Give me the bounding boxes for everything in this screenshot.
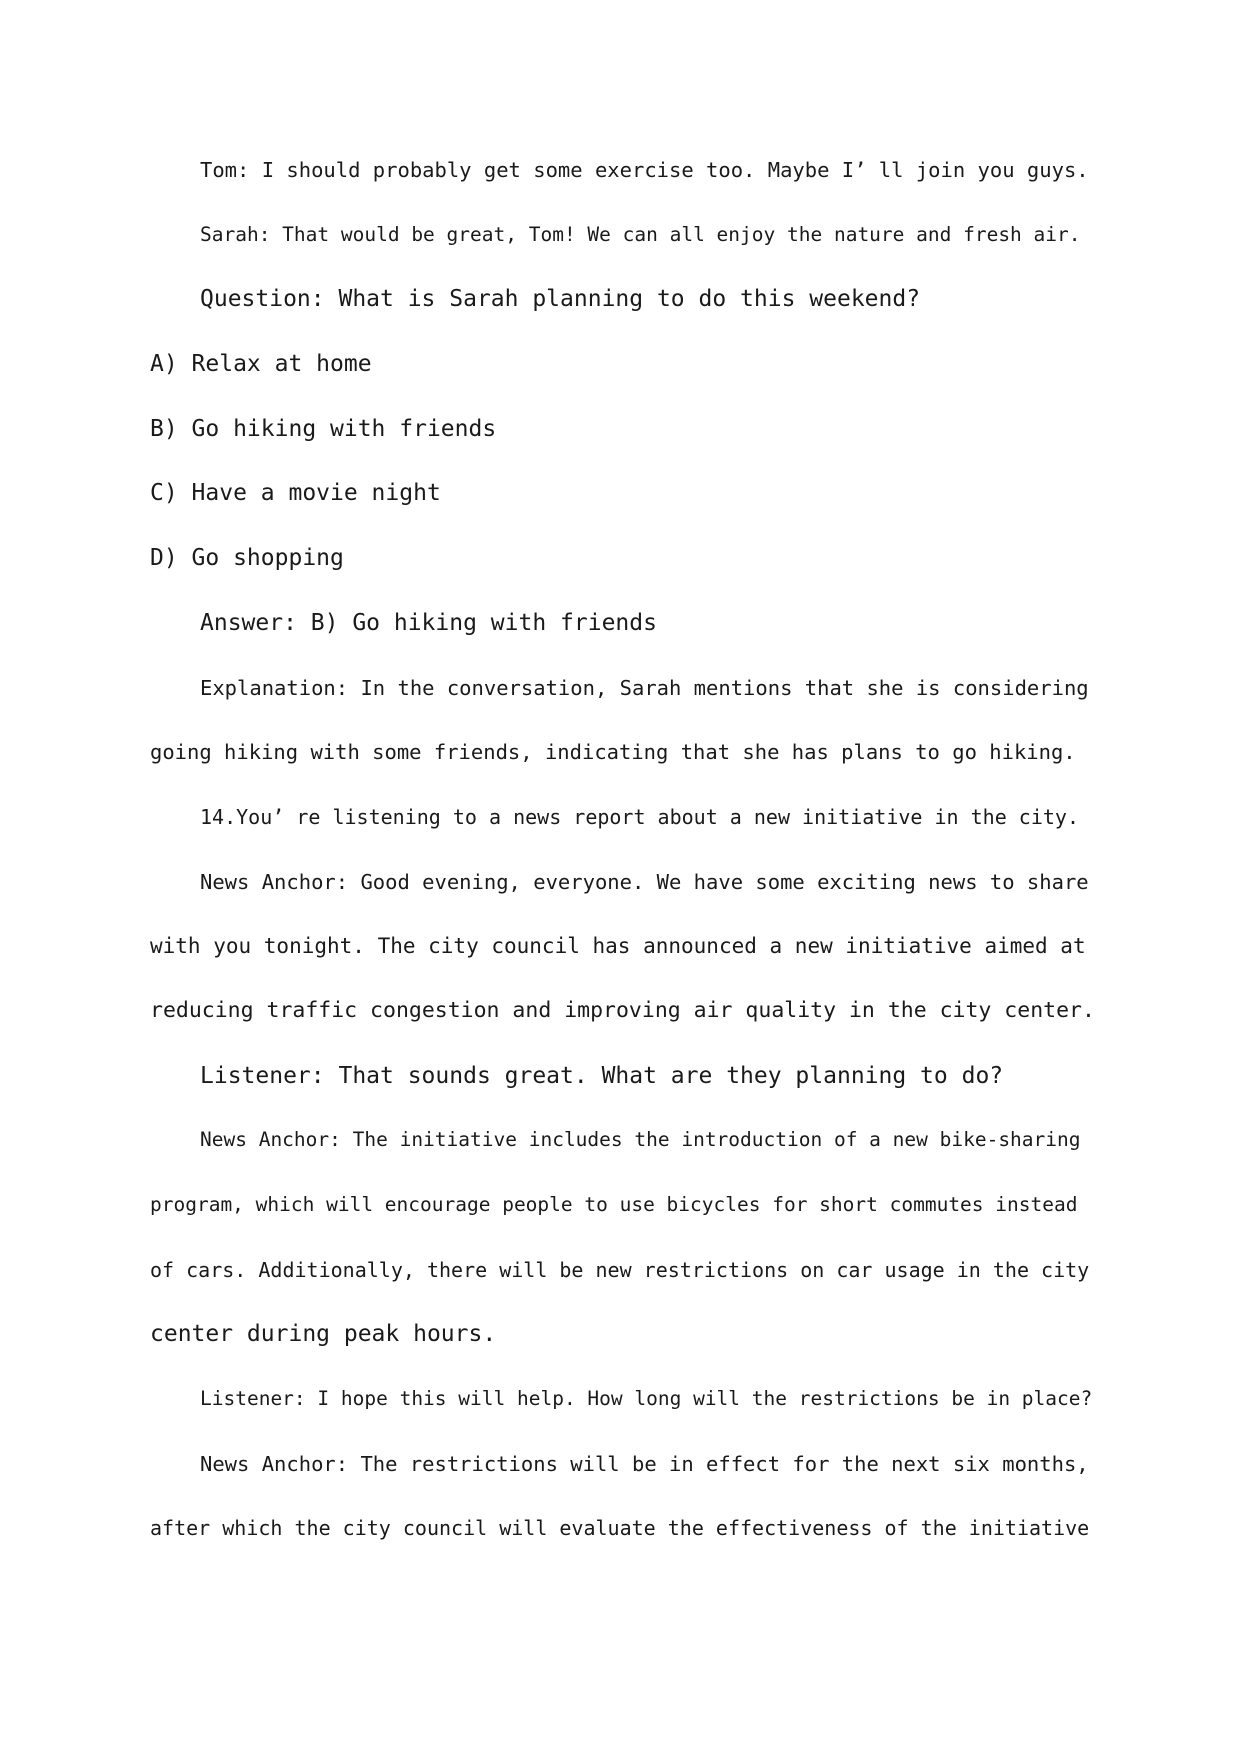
- news-anchor-continuation: center during peak hours.: [150, 1321, 497, 1348]
- answer-line: Answer: B) Go hiking with friends: [200, 609, 657, 636]
- news-anchor-continuation: reducing traffic congestion and improving air quality in the city center.: [150, 997, 1095, 1023]
- news-anchor-line: News Anchor: The initiative includes the introduction of a new bike-sharing: [200, 1128, 1081, 1152]
- news-anchor-continuation: of cars. Additionally, there will be new restrictions on car usage in the city: [150, 1257, 1090, 1282]
- explanation-line: Explanation: In the conversation, Sarah mentions that she is considering: [200, 675, 1089, 700]
- news-anchor-continuation: after which the city council will evaluate the effectiveness of the initiative: [150, 1516, 1090, 1541]
- option-d: D) Go shopping: [150, 545, 344, 572]
- document-body: [150, 138, 1095, 1561]
- question-14-intro: 14.You’ re listening to a news report about a new initiative in the city.: [200, 804, 1079, 829]
- option-a: A) Relax at home: [150, 351, 372, 378]
- question-line: Question: What is Sarah planning to do this weekend?: [200, 286, 921, 313]
- news-anchor-line: News Anchor: The restrictions will be in effect for the next six months,: [200, 1451, 1089, 1476]
- listener-line: Listener: That sounds great. What are they planning to do?: [200, 1062, 1004, 1089]
- option-c: C) Have a movie night: [150, 480, 441, 507]
- news-anchor-continuation: program, which will encourage people to use bicycles for short commutes instead: [150, 1193, 1078, 1216]
- news-anchor-line: News Anchor: Good evening, everyone. We have some exciting news to share: [200, 869, 1089, 894]
- listener-line: Listener: I hope this will help. How long will the restrictions be in place?: [200, 1387, 1093, 1411]
- option-b: B) Go hiking with friends: [150, 415, 497, 442]
- explanation-continuation: going hiking with some friends, indicating that she has plans to go hiking.: [150, 740, 1076, 765]
- news-anchor-continuation: with you tonight. The city council has announced a new initiative aimed at: [150, 934, 1086, 959]
- dialogue-line-sarah: Sarah: That would be great, Tom! We can all enjoy the nature and fresh air.: [200, 222, 1081, 246]
- dialogue-line-tom: Tom: I should probably get some exercise too. Maybe I’ ll join you guys.: [200, 158, 1089, 182]
